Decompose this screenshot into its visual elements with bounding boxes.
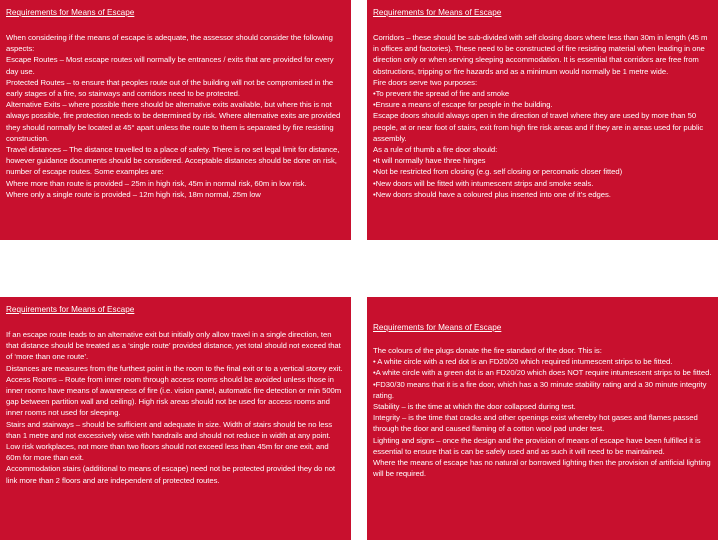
paragraph: Accommodation stairs (additional to means of escape) need not be protected provided they do not link more than 2 floors and are independent of protected routes. — [6, 464, 336, 485]
paragraph: When considering if the means of escape is adequate, the assessor should consider the following aspects: — [6, 33, 333, 54]
slide-body — [6, 329, 345, 486]
paragraph: Distances are measures from the furthest point in the room to the final exit or to a vertical storey exit. — [6, 363, 343, 373]
paragraph: Integrity – is the time that cracks and other openings exist whereby hot gases and flames passed through the door and caused flaming of a cotton wool pad under test. — [373, 413, 698, 434]
slide-body — [373, 32, 712, 200]
slide-body — [6, 32, 345, 200]
paragraph: Lighting and signs – once the design and the provision of means of escape have been fulfilled it is essential to ensure that is can be safely used and as such it will need to be maintained. — [373, 435, 701, 456]
paragraph: Escape Routes – Most escape routes will normally be entrances / exits that are provided for every day use. — [6, 55, 334, 76]
paragraph: Escape doors should always open in the direction of travel where they are used by more than 50 people, at or near foot of stairs, exit from high fire risk areas and if they are in areas used for public assembly. — [373, 111, 704, 143]
slide-title: Requirements for Means of Escape — [6, 8, 135, 17]
slide-access-rooms-stairs — [0, 297, 351, 540]
bullet-item: •Not be restricted from closing (e.g. self closing or percomatic closer fitted) — [373, 167, 623, 177]
bullet-item: •New doors will be fitted with intumescent strips and smoke seals. — [373, 178, 594, 188]
slide-corridors-fire-doors — [367, 0, 718, 240]
bullet-item: •Ensure a means of escape for people in the building. — [373, 100, 553, 110]
paragraph: Alternative Exits – where possible there should be alternative exits available, but where this is not always possible, fire protection needs to be determined by risk. Where alternative exits are provided they should normally be located at 45° apart unless the route to them is separated by fire resisting construction. — [6, 100, 341, 143]
slide-title: Requirements for Means of Escape — [6, 305, 135, 314]
slide-door-plugs-lighting — [367, 297, 718, 540]
paragraph: As a rule of thumb a fire door should: — [373, 145, 498, 155]
paragraph: Where more than route is provided – 25m in high risk, 45m in normal risk, 60m in low risk. — [6, 178, 307, 188]
paragraph: Protected Routes – to ensure that peoples route out of the building will not be compromised in the early stages of a fire, so stairways and corridors need to be protected. — [6, 77, 334, 99]
slide-escape-routes — [0, 0, 351, 240]
paragraph: Where only a single route is provided – 12m high risk, 18m normal, 25m low — [6, 189, 261, 199]
bullet-item: •It will normally have three hinges — [373, 156, 486, 166]
bullet-item: •FD30/30 means that it is a fire door, which has a 30 minute stability rating and a 30 minute integrity rating. — [373, 379, 707, 400]
paragraph: Stability – is the time at which the door collapsed during test. — [373, 402, 576, 412]
paragraph: If an escape route leads to an alternative exit but initially only allow travel in a single direction, ten that distance should be treated as a ‘single route’ provided distance, yet total should not exceed that of ‘more than one route’. — [6, 330, 341, 362]
paragraph: The colours of the plugs donate the fire standard of the door. This is: — [373, 346, 602, 355]
paragraph: Travel distances – The distance travelled to a place of safety. There is no set legal limit for distance, however guidance documents should be considered. Acceptable distances should be done on risk, number of escape routes. Some examples are: — [6, 145, 340, 177]
bullet-item: • A white circle with a red dot is an FD20/20 which required intumescent strips to be fitted. — [373, 357, 673, 367]
paragraph: Low risk workplaces, not more than two floors should not exceed less than 45m for one exit, and 60m for more than exit. — [6, 442, 329, 463]
paragraph: Stairs and stairways – should be sufficient and adequate in size. Width of stairs should be no less than 1 metre and not excessively wise with handrails and should not reduce in width at any point. — [6, 419, 333, 440]
bullet-item: •To prevent the spread of fire and smoke — [373, 89, 510, 99]
slide-body — [373, 345, 712, 479]
bullet-item: •New doors should have a coloured plus inserted into one of it’s edges. — [373, 189, 611, 199]
paragraph: Access Rooms – Route from inner room through access rooms should be avoided unless those in inner rooms have means of awareness of fire (i.e. vision panel, automatic fire detection or min 500m gap between partition wall and ceiling). High risk areas should not be used for access rooms and inner rooms not used for sleeping. — [6, 374, 342, 418]
slide-title: Requirements for Means of Escape — [373, 8, 502, 17]
bullet-item: •A white circle with a green dot is an FD20/20 which does NOT require intumescent strips to be fitted. — [373, 368, 712, 378]
paragraph: Corridors – these should be sub-divided with self closing doors where less than 30m in length (45 m in offices and factories). These need to be constructed of fire resisting material when leading in one direction only or when serving sleeping accommodation. It is essential that corridors are free from obstructions, tripping or fire hazards and as a minimum would normally be 1 metre wide. — [373, 33, 708, 76]
paragraph: Where the means of escape has no natural or borrowed lighting then the provision of artificial lighting will be required. — [373, 458, 711, 479]
paragraph: Fire doors serve two purposes: — [373, 77, 478, 87]
slide-title: Requirements for Means of Escape — [373, 323, 502, 332]
